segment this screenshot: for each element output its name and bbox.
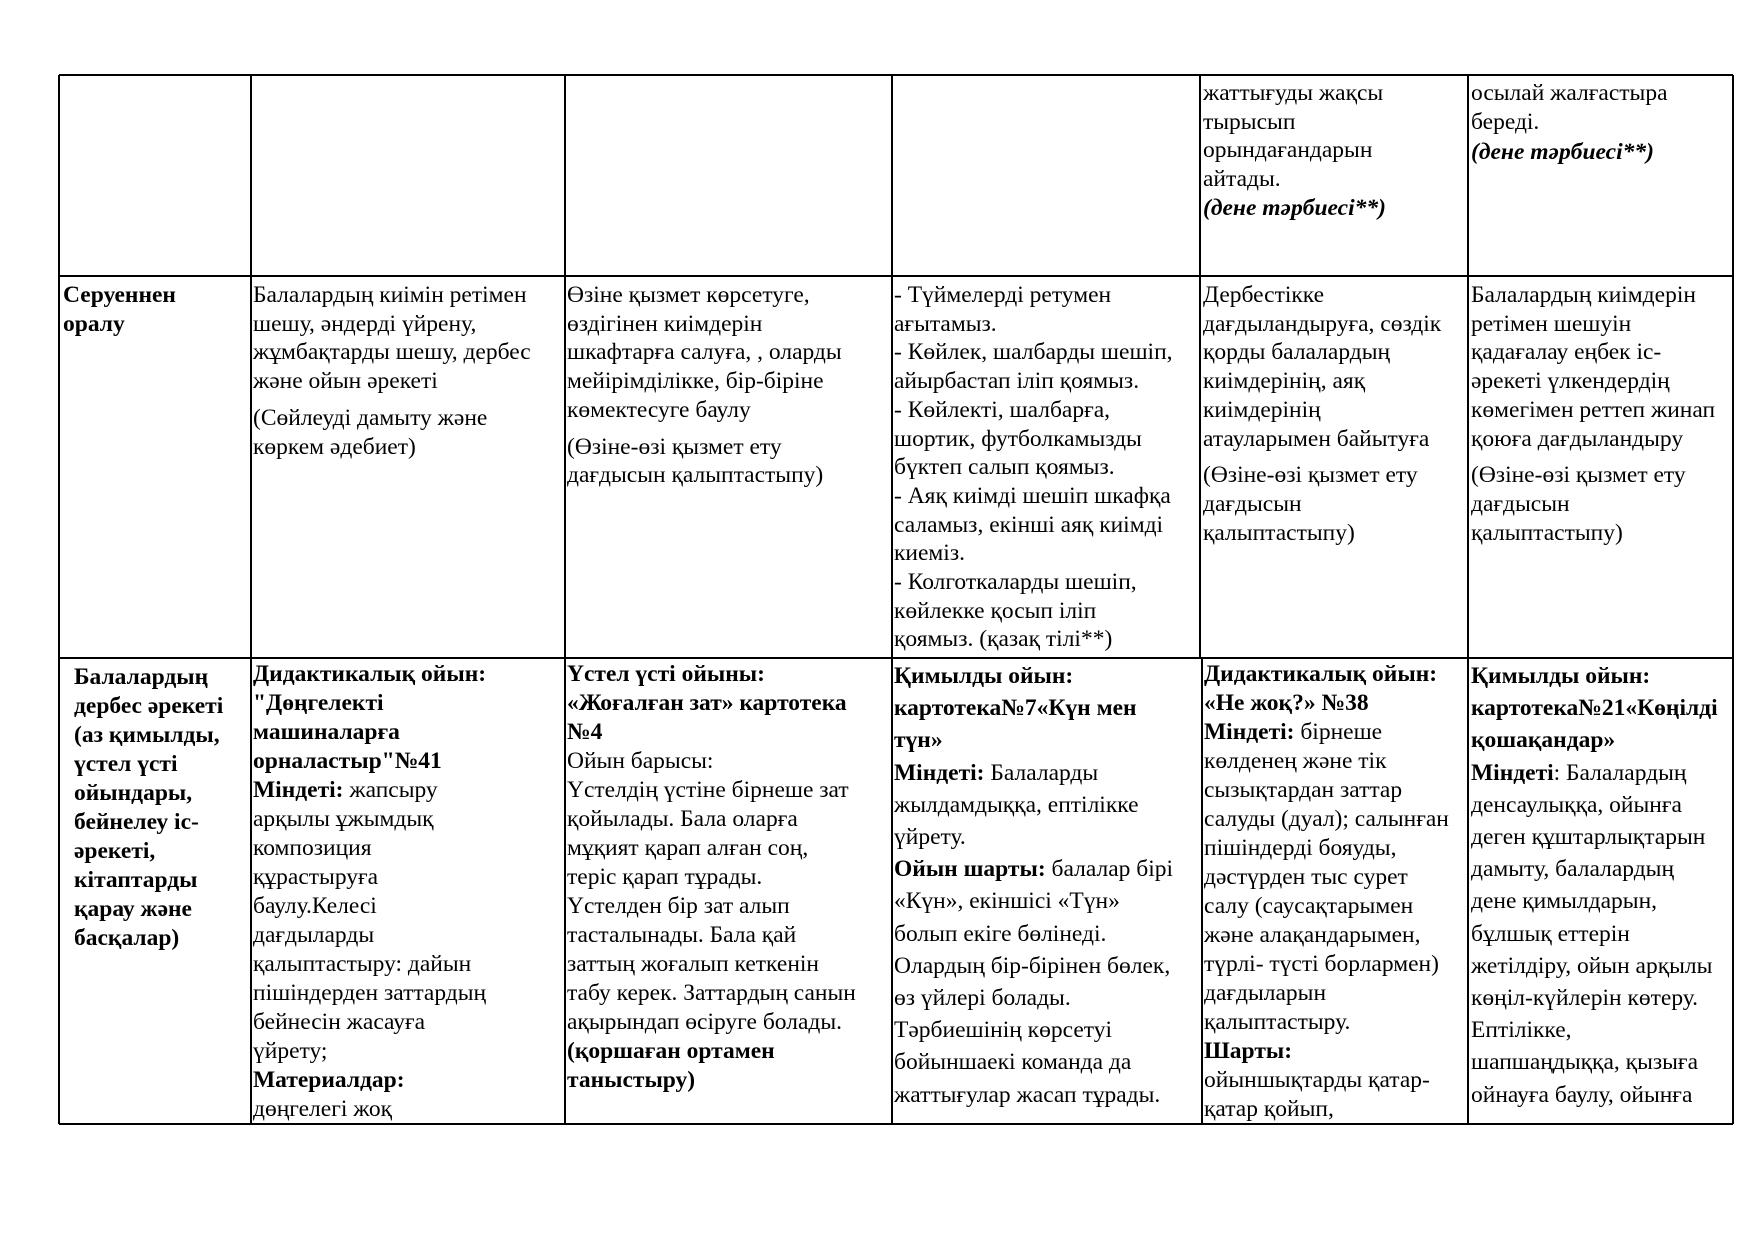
row3-col2-materials-label: Материалдар: xyxy=(253,1067,405,1093)
row1-col6-tag: (дене тәрбиесі**) xyxy=(1471,139,1654,166)
row3-col2-cell xyxy=(253,660,563,1124)
row1-col6-text: осылай жалғастыра береді. xyxy=(1471,80,1668,135)
row3-col5-rule-text: ойыншықтарды қатар- қатар қойып, xyxy=(1204,1067,1430,1122)
row2-col5-cell xyxy=(1203,281,1465,547)
row2-col2-tag: (Сөйлеуді дамыту және көркем әдебиет) xyxy=(253,404,488,460)
row3-col3-tag: (қоршаған ортамен таныстыру) xyxy=(567,1038,775,1093)
row3-col6-task-text: : Балалардың денсаулыққа, ойынға деген құштарлықтарын дамыту, балалардың дене қимылдарын, бұлшық еттерін жетілдіру, ойын арқылы көңіл-күйлерін көтеру. Ептілікке, шапшаңдыққа, қызыға ойнауға баулу, ойынға xyxy=(1471,759,1713,1108)
row3-col5-cell xyxy=(1204,660,1466,1124)
row3-col5-task-label: Міндеті: xyxy=(1204,719,1295,745)
row2-col6-tag: (Өзіне-өзі қызмет ету дағдысын қалыптастыпу) xyxy=(1471,462,1686,546)
row3-col6-cell xyxy=(1471,660,1731,1111)
row2-col6-text: Балалардың киімдерін ретімен шешуін қадағалау еңбек іс- әрекеті үлкендердің көмегімен реттеп жинап қоюға дағдыландыру xyxy=(1471,282,1716,452)
row3-col6-title: Қимылды ойын: картотека№21«Көңілді қошақандар» xyxy=(1471,663,1718,754)
row2-label: Серуеннен оралу xyxy=(63,282,176,337)
row2-col2-text: Балалардың киімін ретімен шешу, әндерді үйрену, жұмбақтарды шешу, дербес және ойын әрекеті xyxy=(253,282,531,395)
row1-col6-cell xyxy=(1471,79,1731,167)
row3-col4-rule-label: Ойын шарты: xyxy=(894,856,1046,883)
row2-col5-text: Дербестікке дағдыландыруға, сөздік қорды балалардың киімдерінің, аяқ киімдерінің атауларымен байытуға xyxy=(1203,282,1442,452)
row3-col5-rule-label: Шарты: xyxy=(1204,1038,1293,1064)
row3-col4-rule-text: балалар бірі «Күн», екіншісі «Түн» болып екіге бөлінеді. Олардың бір-бірінен бөлек, өз үйлері болады. Тәрбиешінің көрсетуі бойыншаекі команда да жаттығулар жасап тұрады. xyxy=(894,856,1174,1108)
row3-col2-task-label: Міндеті: xyxy=(253,777,344,803)
row3-col3-title: Үстел үсті ойыны: «Жоғалған зат» картотека №4 xyxy=(567,661,847,745)
row2-col3-text: Өзіне қызмет көрсетуге, өздігінен киімдерін шкафтарға салуға, , оларды мейірімділікке, бір-біріне көмектесуге баулу xyxy=(567,282,842,423)
row3-col4-task-label: Міндеті: xyxy=(894,759,985,786)
row3-col2-task-text: жапсыру арқылы ұжымдық композиция құрастыруға баулу.Келесі дағдыларды қалыптастыру: дайын пішіндерден заттардың бейнесін жасауға үйрету; xyxy=(253,777,487,1064)
row3-label: Балалардың дербес әрекеті (аз қимылды, үстел үсті ойындары, бейнелеу іс- әрекеті, кітаптарды қарау және басқалар) xyxy=(74,664,224,951)
row3-col5-title: Дидактикалық ойын: «Не жоқ?» №38 xyxy=(1204,661,1438,716)
row2-col3-cell xyxy=(567,281,889,490)
row3-col5-task-text: бірнеше көлденең және тік сызықтардан заттар салуды (дуал); салынған пішіндерді бояуды, дәстүрден тыс сурет салу (саусақтарымен және алақандарымен, түрлі- түсті борлармен) дағдыларын қалыптастыру. xyxy=(1204,719,1449,1035)
row3-col4-title: Қимылды ойын: картотека№7«Күн мен түн» xyxy=(894,663,1137,754)
row2-col5-tag: (Өзіне-өзі қызмет ету дағдысын қалыптастыпу) xyxy=(1203,462,1418,546)
row3-col4-task-text: Балаларды жылдамдыққа, ептілікке үйрету. xyxy=(894,759,1139,851)
row3-col2-title: Дидактикалық ойын: "Дөңгелекті машиналарға орналастыр"№41 xyxy=(253,661,487,774)
row2-col3-tag: (Өзіне-өзі қызмет ету дағдысын қалыптастыпу) xyxy=(567,433,824,489)
row2-col4-text: - Түймелерді ретумен ағытамыз. - Көйлек, шалбарды шешіп, айырбастап іліп қоямыз. - Көйлекті, шалбарға, шортик, футболкамызды бүктеп салып қоямыз. - Аяқ киімді шешіп шкафқа саламыз, екінші аяқ киімді киеміз. - Колготкаларды шешіп, көйлекке қосып іліп қоямыз. (қазақ тілі**) xyxy=(894,282,1173,653)
row2-col6-cell xyxy=(1471,281,1731,547)
row2-col4-cell xyxy=(894,281,1198,654)
row1-col5-tag: (дене тәрбиесі**) xyxy=(1203,194,1386,221)
row3-col2-materials-text: дөңгелегі жоқ xyxy=(253,1096,393,1122)
row3-col3-text: Ойын барысы: Үстелдің үстіне бірнеше зат қойылады. Бала оларға мұқият қарап алған соң, теріс қарап тұрады. Үстелден бір зат алып тасталынады. Бала қай заттың жоғалып кеткенін табу керек. Заттардың санын ақырындап өсіруге болады. xyxy=(567,748,856,1035)
row2-col2-cell xyxy=(253,281,563,461)
row3-col3-cell xyxy=(567,660,889,1095)
row3-col4-cell xyxy=(894,660,1198,1111)
row3-col6-task-label: Міндеті xyxy=(1471,759,1554,786)
row1-col5-cell xyxy=(1203,79,1465,223)
row1-col5-text: жаттығуды жақсы тырысып орындағандарын айтады. xyxy=(1203,80,1384,193)
